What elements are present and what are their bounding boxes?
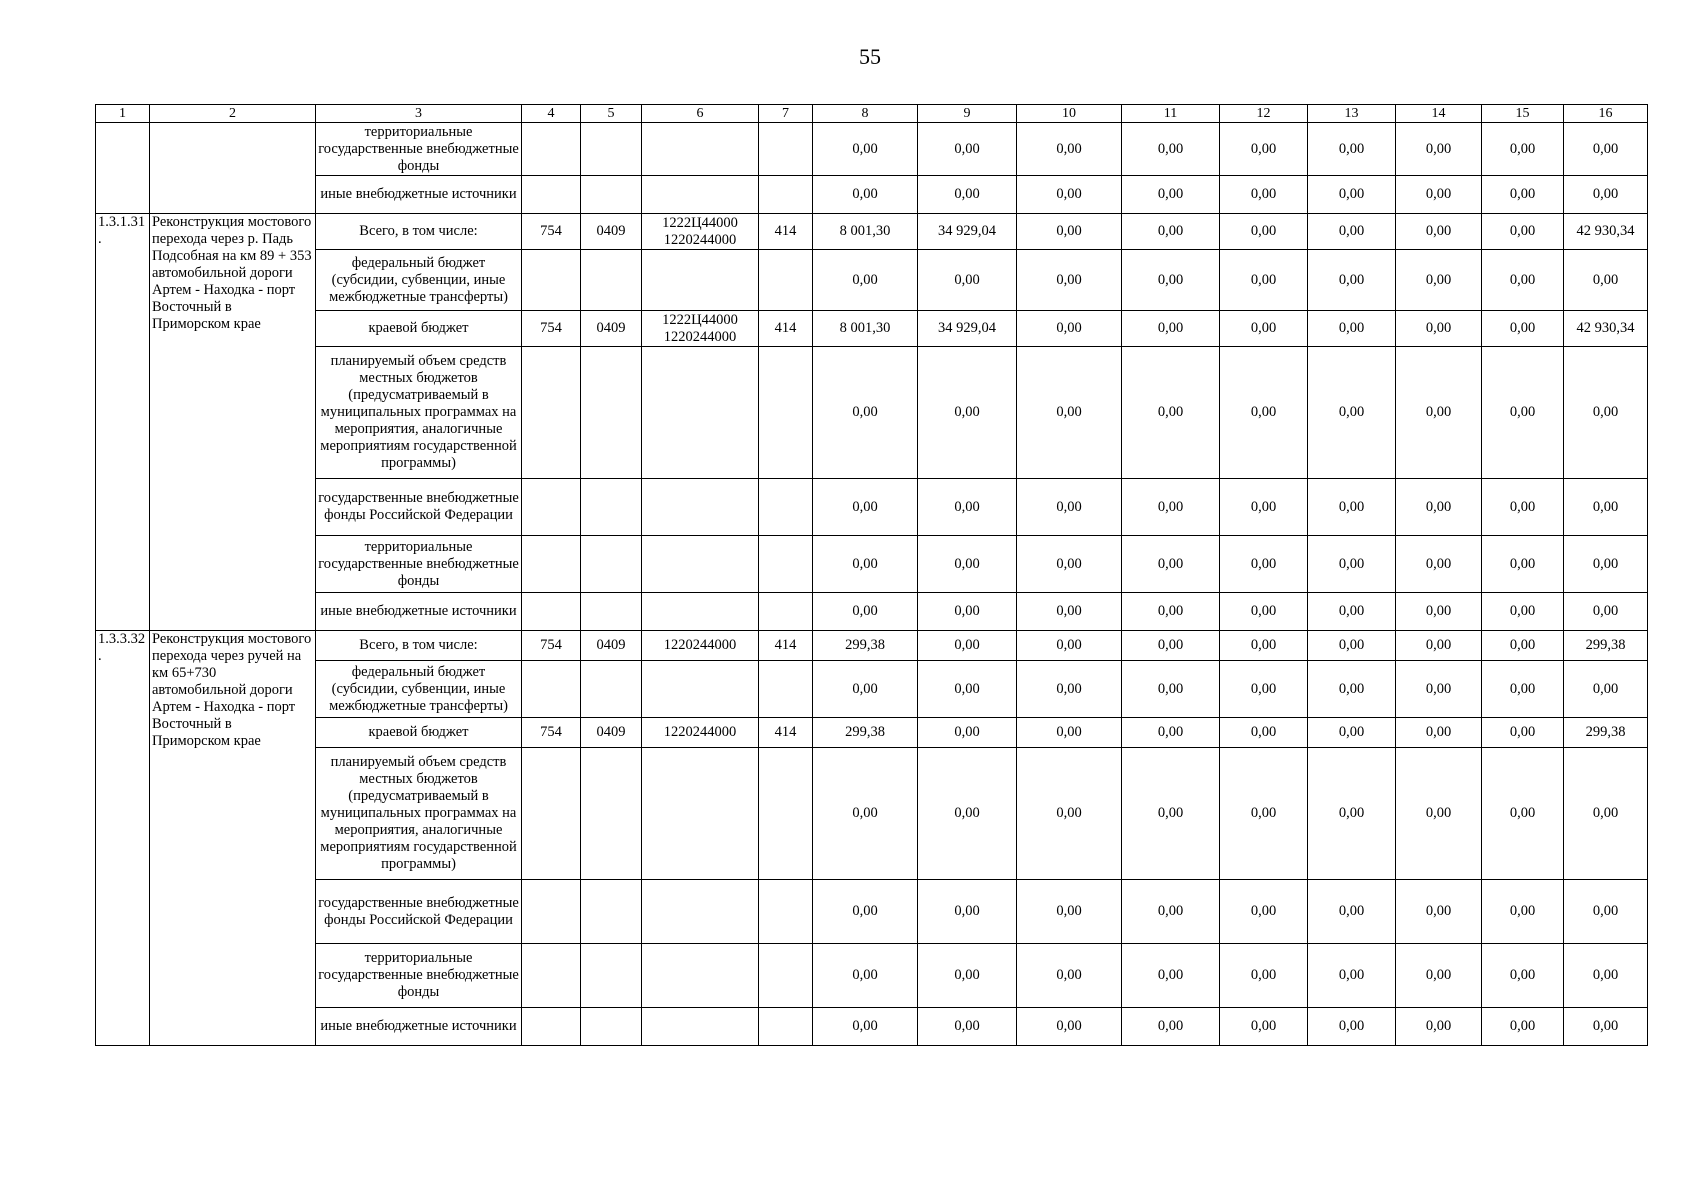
value-cell: 0,00 (1017, 536, 1122, 593)
value-cell: 0,00 (1017, 1008, 1122, 1046)
code-col-6 (642, 250, 759, 311)
value-cell: 0,00 (1220, 1008, 1308, 1046)
value-cell: 0,00 (1308, 593, 1396, 631)
value-cell: 0,00 (918, 748, 1017, 880)
value-cell: 0,00 (1308, 123, 1396, 176)
value-cell: 299,38 (813, 718, 918, 748)
value-cell: 0,00 (1396, 718, 1482, 748)
code-col-4: 754 (522, 631, 581, 661)
table-row (96, 718, 1648, 748)
code-col-7 (759, 123, 813, 176)
value-cell: 0,00 (1220, 536, 1308, 593)
value-cell: 0,00 (918, 631, 1017, 661)
value-cell: 8 001,30 (813, 214, 918, 250)
source-label: Всего, в том числе: (316, 631, 522, 661)
value-cell: 0,00 (1220, 176, 1308, 214)
table-row (96, 536, 1648, 593)
value-cell: 0,00 (1122, 1008, 1220, 1046)
code-col-6 (642, 944, 759, 1008)
value-cell: 0,00 (1482, 944, 1564, 1008)
value-cell: 0,00 (918, 880, 1017, 944)
column-number-header: 4 (522, 105, 581, 123)
code-col-5 (581, 748, 642, 880)
value-cell: 0,00 (1122, 880, 1220, 944)
value-cell: 0,00 (1220, 631, 1308, 661)
code-col-7: 414 (759, 718, 813, 748)
value-cell: 0,00 (918, 661, 1017, 718)
code-col-7: 414 (759, 311, 813, 347)
source-label: краевой бюджет (316, 718, 522, 748)
value-cell: 0,00 (1482, 176, 1564, 214)
value-cell: 0,00 (1308, 748, 1396, 880)
code-col-7 (759, 661, 813, 718)
value-cell: 0,00 (1396, 661, 1482, 718)
value-cell: 0,00 (813, 123, 918, 176)
value-cell: 0,00 (1396, 311, 1482, 347)
value-cell: 0,00 (1220, 347, 1308, 479)
table-row (96, 593, 1648, 631)
source-label: федеральный бюджет (субсидии, субвенции, иные межбюджетные трансферты) (316, 250, 522, 311)
value-cell: 0,00 (1564, 1008, 1648, 1046)
value-cell: 8 001,30 (813, 311, 918, 347)
column-number-header: 3 (316, 105, 522, 123)
value-cell: 0,00 (1482, 593, 1564, 631)
value-cell: 0,00 (1017, 631, 1122, 661)
code-col-6 (642, 536, 759, 593)
value-cell: 42 930,34 (1564, 214, 1648, 250)
code-col-6 (642, 123, 759, 176)
code-col-6 (642, 479, 759, 536)
value-cell: 0,00 (813, 944, 918, 1008)
value-cell: 0,00 (918, 593, 1017, 631)
value-cell: 0,00 (1482, 880, 1564, 944)
code-col-7 (759, 748, 813, 880)
code-col-4 (522, 880, 581, 944)
code-col-4: 754 (522, 718, 581, 748)
value-cell: 0,00 (1122, 631, 1220, 661)
table-row (96, 250, 1648, 311)
code-col-6 (642, 1008, 759, 1046)
code-col-5 (581, 880, 642, 944)
value-cell: 0,00 (1564, 880, 1648, 944)
value-cell: 0,00 (1482, 214, 1564, 250)
code-col-5: 0409 (581, 311, 642, 347)
value-cell: 0,00 (1396, 1008, 1482, 1046)
value-cell: 0,00 (1308, 479, 1396, 536)
value-cell: 0,00 (1308, 631, 1396, 661)
code-col-5 (581, 250, 642, 311)
value-cell: 0,00 (1220, 944, 1308, 1008)
value-cell: 0,00 (1564, 250, 1648, 311)
source-label: иные внебюджетные источники (316, 593, 522, 631)
value-cell: 0,00 (1564, 176, 1648, 214)
table-row (96, 880, 1648, 944)
value-cell: 0,00 (918, 176, 1017, 214)
table-row (96, 347, 1648, 479)
value-cell: 0,00 (1220, 880, 1308, 944)
value-cell: 0,00 (1017, 250, 1122, 311)
source-label: территориальные государственные внебюджетные фонды (316, 123, 522, 176)
value-cell: 0,00 (1396, 347, 1482, 479)
column-number-header: 12 (1220, 105, 1308, 123)
value-cell: 0,00 (1017, 718, 1122, 748)
value-cell: 0,00 (1122, 593, 1220, 631)
value-cell: 0,00 (1122, 311, 1220, 347)
page-number: 55 (859, 44, 881, 69)
value-cell: 0,00 (1122, 479, 1220, 536)
code-col-6: 1222Ц44000 1220244000 (642, 311, 759, 347)
code-col-6 (642, 661, 759, 718)
value-cell: 0,00 (1122, 718, 1220, 748)
column-number-header: 8 (813, 105, 918, 123)
code-col-5 (581, 536, 642, 593)
code-col-4 (522, 250, 581, 311)
value-cell: 0,00 (1482, 347, 1564, 479)
column-number-header: 1 (96, 105, 150, 123)
code-col-5 (581, 479, 642, 536)
value-cell: 0,00 (1017, 748, 1122, 880)
source-label: краевой бюджет (316, 311, 522, 347)
code-col-4 (522, 479, 581, 536)
code-col-7 (759, 479, 813, 536)
value-cell: 0,00 (813, 593, 918, 631)
value-cell: 0,00 (1396, 250, 1482, 311)
source-label: планируемый объем средств местных бюджетов (предусматриваемый в муниципальных программах на мероприятия, аналогичные мероприятиям государственной программы) (316, 347, 522, 479)
code-col-5: 0409 (581, 718, 642, 748)
value-cell: 0,00 (1564, 661, 1648, 718)
value-cell: 0,00 (918, 944, 1017, 1008)
value-cell: 0,00 (1220, 479, 1308, 536)
value-cell: 0,00 (1017, 214, 1122, 250)
table-row (96, 631, 1648, 661)
code-col-4 (522, 123, 581, 176)
column-number-header: 5 (581, 105, 642, 123)
value-cell: 0,00 (1122, 250, 1220, 311)
value-cell: 0,00 (918, 718, 1017, 748)
code-col-6 (642, 748, 759, 880)
code-col-6: 1220244000 (642, 718, 759, 748)
value-cell: 0,00 (1482, 718, 1564, 748)
code-col-5 (581, 347, 642, 479)
value-cell: 0,00 (1396, 944, 1482, 1008)
value-cell: 0,00 (1122, 214, 1220, 250)
value-cell: 0,00 (1308, 311, 1396, 347)
value-cell: 0,00 (1308, 718, 1396, 748)
value-cell: 0,00 (813, 880, 918, 944)
code-col-5 (581, 176, 642, 214)
table-row (96, 479, 1648, 536)
value-cell: 0,00 (1482, 311, 1564, 347)
column-number-header: 2 (150, 105, 316, 123)
header-row (96, 105, 1648, 123)
value-cell: 0,00 (1308, 347, 1396, 479)
value-cell: 0,00 (1220, 593, 1308, 631)
code-col-6 (642, 880, 759, 944)
value-cell: 0,00 (1564, 593, 1648, 631)
value-cell: 0,00 (1017, 347, 1122, 479)
code-col-5: 0409 (581, 631, 642, 661)
value-cell: 0,00 (1482, 661, 1564, 718)
code-col-4 (522, 748, 581, 880)
table-row (96, 748, 1648, 880)
code-col-6 (642, 593, 759, 631)
source-label: государственные внебюджетные фонды Российской Федерации (316, 880, 522, 944)
code-col-7 (759, 536, 813, 593)
code-col-7 (759, 1008, 813, 1046)
code-col-7 (759, 250, 813, 311)
value-cell: 0,00 (1308, 214, 1396, 250)
code-col-6: 1220244000 (642, 631, 759, 661)
source-label: территориальные государственные внебюджетные фонды (316, 944, 522, 1008)
column-number-header: 15 (1482, 105, 1564, 123)
value-cell: 0,00 (1396, 880, 1482, 944)
budget-table (95, 104, 1648, 1046)
value-cell: 0,00 (1017, 311, 1122, 347)
value-cell: 0,00 (1220, 718, 1308, 748)
column-number-header: 11 (1122, 105, 1220, 123)
value-cell: 0,00 (1482, 748, 1564, 880)
source-label: иные внебюджетные источники (316, 1008, 522, 1046)
code-col-4: 754 (522, 214, 581, 250)
code-col-4 (522, 1008, 581, 1046)
value-cell: 0,00 (1220, 311, 1308, 347)
code-col-6 (642, 176, 759, 214)
column-number-header: 10 (1017, 105, 1122, 123)
value-cell: 0,00 (1017, 176, 1122, 214)
code-col-7 (759, 880, 813, 944)
code-col-4 (522, 661, 581, 718)
column-number-header: 14 (1396, 105, 1482, 123)
code-col-4 (522, 347, 581, 479)
value-cell: 0,00 (813, 347, 918, 479)
value-cell: 0,00 (1396, 479, 1482, 536)
value-cell: 34 929,04 (918, 214, 1017, 250)
value-cell: 0,00 (1220, 214, 1308, 250)
code-col-4 (522, 593, 581, 631)
value-cell: 0,00 (813, 536, 918, 593)
value-cell: 0,00 (1564, 123, 1648, 176)
code-col-7 (759, 593, 813, 631)
source-label: иные внебюджетные источники (316, 176, 522, 214)
value-cell: 0,00 (1122, 347, 1220, 479)
source-label: федеральный бюджет (субсидии, субвенции, иные межбюджетные трансферты) (316, 661, 522, 718)
code-col-5 (581, 123, 642, 176)
code-col-7: 414 (759, 631, 813, 661)
table-row (96, 176, 1648, 214)
value-cell: 0,00 (1564, 748, 1648, 880)
source-label: Всего, в том числе: (316, 214, 522, 250)
value-cell: 0,00 (1308, 250, 1396, 311)
value-cell: 0,00 (813, 250, 918, 311)
value-cell: 0,00 (1017, 880, 1122, 944)
column-number-header: 6 (642, 105, 759, 123)
item-number: 1.3.1.31 . (96, 214, 150, 631)
value-cell: 0,00 (1396, 123, 1482, 176)
table-row (96, 214, 1648, 250)
value-cell: 0,00 (918, 536, 1017, 593)
item-number-continued (96, 123, 150, 214)
value-cell: 0,00 (1122, 123, 1220, 176)
value-cell: 0,00 (1122, 944, 1220, 1008)
value-cell: 0,00 (1482, 479, 1564, 536)
code-col-7: 414 (759, 214, 813, 250)
value-cell: 0,00 (918, 347, 1017, 479)
code-col-6: 1222Ц44000 1220244000 (642, 214, 759, 250)
value-cell: 0,00 (1482, 536, 1564, 593)
value-cell: 0,00 (1482, 631, 1564, 661)
value-cell: 299,38 (1564, 718, 1648, 748)
value-cell: 0,00 (1396, 176, 1482, 214)
value-cell: 0,00 (1482, 250, 1564, 311)
source-label: планируемый объем средств местных бюджетов (предусматриваемый в муниципальных программах на мероприятия, аналогичные мероприятиям государственной программы) (316, 748, 522, 880)
value-cell: 0,00 (813, 176, 918, 214)
value-cell: 299,38 (1564, 631, 1648, 661)
value-cell: 0,00 (1122, 661, 1220, 718)
value-cell: 0,00 (1017, 479, 1122, 536)
value-cell: 0,00 (1396, 214, 1482, 250)
value-cell: 0,00 (1308, 661, 1396, 718)
code-col-5 (581, 944, 642, 1008)
value-cell: 0,00 (1220, 748, 1308, 880)
item-name-continued (150, 123, 316, 214)
table-row (96, 1008, 1648, 1046)
value-cell: 0,00 (1122, 536, 1220, 593)
value-cell: 0,00 (1396, 536, 1482, 593)
item-name: Реконструкция мостового перехода через р. Падь Подсобная на км 89 + 353 автомобильной дороги Артем - Находка - порт Восточный в Приморском крае (150, 214, 316, 631)
code-col-6 (642, 347, 759, 479)
code-col-5: 0409 (581, 214, 642, 250)
value-cell: 299,38 (813, 631, 918, 661)
value-cell: 0,00 (813, 1008, 918, 1046)
code-col-4: 754 (522, 311, 581, 347)
code-col-5 (581, 1008, 642, 1046)
code-col-7 (759, 347, 813, 479)
code-col-7 (759, 944, 813, 1008)
value-cell: 0,00 (1396, 593, 1482, 631)
value-cell: 0,00 (1220, 123, 1308, 176)
value-cell: 0,00 (1564, 536, 1648, 593)
value-cell: 0,00 (1308, 536, 1396, 593)
item-number: 1.3.3.32 . (96, 631, 150, 1046)
value-cell: 0,00 (1122, 748, 1220, 880)
value-cell: 0,00 (1017, 123, 1122, 176)
item-name: Реконструкция мостового перехода через ручей на км 65+730 автомобильной дороги Артем - Находка - порт Восточный в Приморском крае (150, 631, 316, 1046)
value-cell: 0,00 (1122, 176, 1220, 214)
value-cell: 0,00 (1308, 944, 1396, 1008)
value-cell: 0,00 (1308, 880, 1396, 944)
column-number-header: 13 (1308, 105, 1396, 123)
value-cell: 0,00 (1308, 176, 1396, 214)
value-cell: 0,00 (1482, 1008, 1564, 1046)
table-row (96, 944, 1648, 1008)
source-label: государственные внебюджетные фонды Российской Федерации (316, 479, 522, 536)
value-cell: 42 930,34 (1564, 311, 1648, 347)
value-cell: 0,00 (1564, 347, 1648, 479)
value-cell: 0,00 (1396, 631, 1482, 661)
value-cell: 0,00 (813, 661, 918, 718)
code-col-5 (581, 593, 642, 631)
code-col-7 (759, 176, 813, 214)
value-cell: 0,00 (1017, 593, 1122, 631)
source-label: территориальные государственные внебюджетные фонды (316, 536, 522, 593)
value-cell: 0,00 (1220, 250, 1308, 311)
value-cell: 0,00 (1482, 123, 1564, 176)
value-cell: 0,00 (1564, 944, 1648, 1008)
value-cell: 34 929,04 (918, 311, 1017, 347)
value-cell: 0,00 (1396, 748, 1482, 880)
code-col-4 (522, 536, 581, 593)
value-cell: 0,00 (813, 748, 918, 880)
column-number-header: 9 (918, 105, 1017, 123)
value-cell: 0,00 (918, 250, 1017, 311)
value-cell: 0,00 (918, 1008, 1017, 1046)
code-col-5 (581, 661, 642, 718)
table-row (96, 123, 1648, 176)
code-col-4 (522, 944, 581, 1008)
table-row (96, 311, 1648, 347)
value-cell: 0,00 (918, 479, 1017, 536)
value-cell: 0,00 (1308, 1008, 1396, 1046)
column-number-header: 16 (1564, 105, 1648, 123)
value-cell: 0,00 (1220, 661, 1308, 718)
value-cell: 0,00 (1564, 479, 1648, 536)
value-cell: 0,00 (1017, 661, 1122, 718)
column-number-header: 7 (759, 105, 813, 123)
code-col-4 (522, 176, 581, 214)
table-row (96, 661, 1648, 718)
value-cell: 0,00 (918, 123, 1017, 176)
value-cell: 0,00 (1017, 944, 1122, 1008)
value-cell: 0,00 (813, 479, 918, 536)
